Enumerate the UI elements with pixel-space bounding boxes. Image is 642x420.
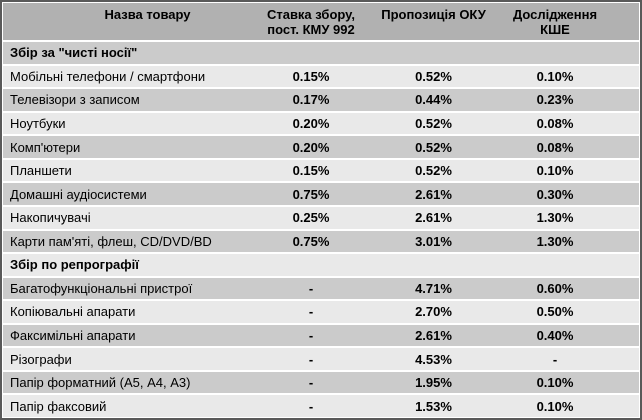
section-header-row — [3, 254, 639, 276]
rate-kmu-cell: - — [308, 328, 314, 344]
rate-kse-cell: 0.10% — [536, 398, 574, 414]
rate-kmu-cell: 0.25% — [292, 210, 330, 226]
product-name-cell: Різографи — [10, 351, 72, 367]
column-header-product-name — [3, 7, 258, 40]
product-name-cell: Планшети — [10, 163, 72, 179]
rate-kse-cell: 0.60% — [536, 280, 574, 296]
table-row — [3, 183, 639, 205]
product-name-cell: Домашні аудіосистеми — [10, 186, 147, 202]
column-header-line: пост. КМУ 992 — [267, 22, 355, 37]
product-name-cell: Мобільні телефони / смартфони — [10, 68, 206, 84]
rate-oku-cell: 1.53% — [415, 398, 452, 414]
column-header-proposal-oku — [364, 7, 503, 40]
table-row — [3, 207, 639, 229]
rate-oku-cell: 2.61% — [415, 210, 452, 226]
rate-kmu-cell: - — [308, 304, 314, 320]
table-row — [3, 301, 639, 323]
rate-oku-cell: 2.61% — [415, 186, 452, 202]
rate-kse-cell: 0.08% — [536, 115, 574, 131]
column-header-line: Назва товару — [104, 7, 191, 22]
rate-kmu-cell: 0.20% — [292, 139, 330, 155]
rate-oku-cell: 0.52% — [415, 115, 452, 131]
rate-kse-cell: 1.30% — [536, 233, 574, 249]
rate-kse-cell: 0.10% — [536, 163, 574, 179]
rate-kse-cell: 0.23% — [536, 92, 574, 108]
rate-kse-cell: - — [552, 351, 558, 367]
table-row — [3, 278, 639, 300]
product-name-cell: Багатофункціональні пристрої — [10, 280, 193, 296]
rate-kse-cell: 0.10% — [536, 68, 574, 84]
rate-kse-cell: 0.30% — [536, 186, 574, 202]
column-header-line: КШЕ — [540, 22, 570, 37]
rate-oku-cell: 0.44% — [415, 92, 452, 108]
column-header-rate-kmu-992 — [258, 7, 364, 40]
product-name-cell: Накопичувачі — [10, 210, 91, 226]
column-header-research-kse — [503, 7, 607, 40]
product-name-cell: Факсимільні апарати — [10, 328, 136, 344]
rate-kmu-cell: - — [308, 375, 314, 391]
product-name-cell: Папір форматний (А5, А4, А3) — [10, 375, 191, 391]
rate-kmu-cell: 0.20% — [292, 115, 330, 131]
product-name-cell: Телевізори з записом — [10, 92, 140, 108]
column-header-line: Дослідження — [512, 7, 598, 22]
table-row — [3, 325, 639, 347]
rate-kse-cell: 1.30% — [536, 210, 574, 226]
section-title: Збір за "чисті носії" — [10, 45, 138, 61]
product-name-cell: Ноутбуки — [10, 115, 66, 131]
section-header-row — [3, 42, 639, 64]
rate-kse-cell: 0.40% — [536, 328, 574, 344]
rate-kmu-cell: 0.75% — [292, 186, 330, 202]
rate-kmu-cell: 0.75% — [292, 233, 330, 249]
product-name-cell: Карти пам'яті, флеш, CD/DVD/BD — [10, 233, 212, 249]
section-title: Збір по репрографії — [10, 257, 139, 273]
rate-oku-cell: 4.71% — [415, 280, 452, 296]
rate-oku-cell: 3.01% — [415, 233, 452, 249]
product-name-cell: Копіювальні апарати — [10, 304, 136, 320]
rate-kmu-cell: - — [308, 398, 314, 414]
rate-kmu-cell: 0.15% — [292, 68, 330, 84]
rate-kse-cell: 0.50% — [536, 304, 574, 320]
table-row — [3, 66, 639, 88]
rate-oku-cell: 0.52% — [415, 163, 452, 179]
rate-oku-cell: 0.52% — [415, 139, 452, 155]
table-row — [3, 160, 639, 182]
rate-kse-cell: 0.08% — [536, 139, 574, 155]
rate-kse-cell: 0.10% — [536, 375, 574, 391]
rate-oku-cell: 2.61% — [415, 328, 452, 344]
table-row — [3, 113, 639, 135]
table-row — [3, 89, 639, 111]
rate-oku-cell: 4.53% — [415, 351, 452, 367]
rate-kmu-cell: 0.15% — [292, 163, 330, 179]
product-name-cell: Папір факсовий — [10, 398, 107, 414]
rate-oku-cell: 0.52% — [415, 68, 452, 84]
table-row — [3, 395, 639, 417]
table-row — [3, 231, 639, 253]
column-header-line: Ставка збору, — [266, 7, 356, 22]
column-header-line: Пропозиція ОКУ — [381, 7, 486, 22]
rate-kmu-cell: - — [308, 280, 314, 296]
table-row — [3, 136, 639, 158]
rate-oku-cell: 1.95% — [415, 375, 452, 391]
rate-kmu-cell: 0.17% — [292, 92, 330, 108]
table-header-row — [3, 3, 639, 40]
table-row — [3, 372, 639, 394]
product-name-cell: Комп'ютери — [10, 139, 81, 155]
rate-kmu-cell: - — [308, 351, 314, 367]
table-row — [3, 348, 639, 370]
rate-oku-cell: 2.70% — [415, 304, 452, 320]
